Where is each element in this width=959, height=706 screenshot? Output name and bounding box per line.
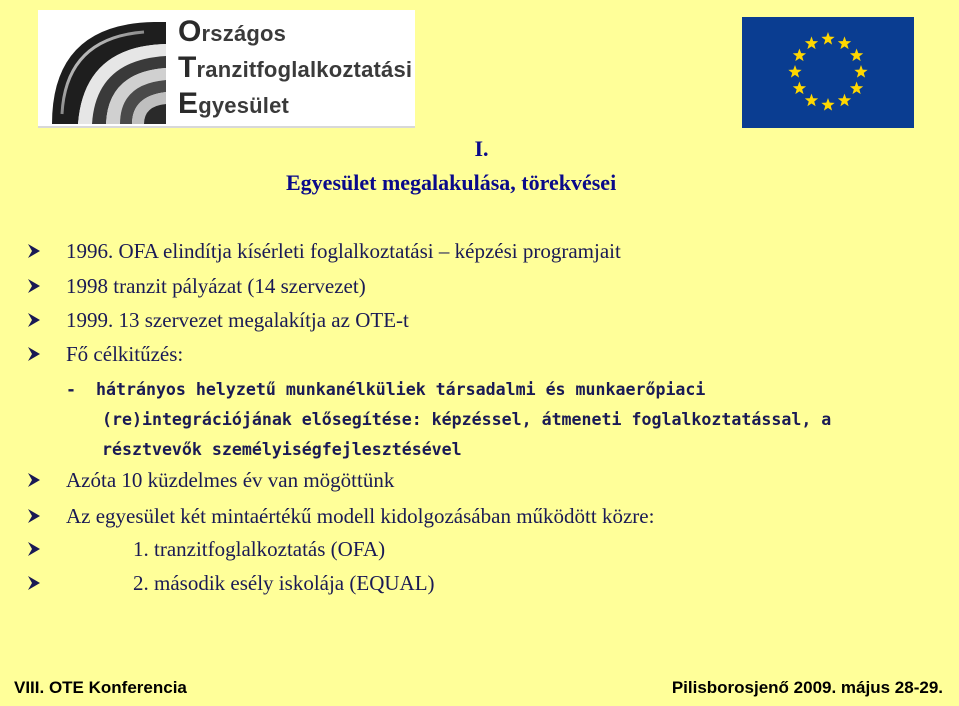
bullet-text: 1996. OFA elindítja kísérleti foglalkoztatási – képzési programjait — [66, 239, 621, 263]
arrow-bullet-icon — [26, 575, 42, 591]
bullet-text: Az egyesület két mintaértékű modell kidolgozásában működött közre: — [66, 504, 655, 528]
goal-text-1: hátrányos helyzetű munkanélküliek társadalmi és munkaerőpiaci — [96, 380, 706, 399]
slide-title: Egyesület megalakulása, törekvései — [286, 170, 617, 195]
goal-line-1 — [66, 375, 831, 405]
arrow-bullet-icon — [26, 312, 42, 328]
arrow-bullet-icon — [26, 278, 42, 294]
arrow-bullet-icon — [26, 243, 42, 259]
arrow-bullet-icon — [26, 508, 42, 524]
bullet-text: Azóta 10 küzdelmes év van mögöttünk — [66, 468, 395, 492]
dash-marker: - — [66, 380, 76, 399]
goal-line-3: résztvevők személyiségfejlesztésével — [102, 440, 462, 459]
logo-line-1 — [178, 14, 413, 50]
bullet-text: 2. második esély iskolája (EQUAL) — [133, 571, 435, 595]
logo-word-orszagos: rszágos — [201, 21, 287, 46]
arrow-bullet-icon — [26, 472, 42, 488]
logo-mark-icon — [44, 14, 174, 126]
bullet-text: 1. tranzitfoglalkoztatás (OFA) — [133, 537, 386, 561]
goal-description — [66, 375, 831, 465]
arrow-bullet-icon — [26, 346, 42, 362]
logo-line-3 — [178, 86, 413, 122]
logo-initial-e: E — [178, 87, 199, 120]
eu-flag-icon — [742, 17, 914, 128]
section-number — [0, 136, 959, 162]
goal-line-2: (re)integrációjának elősegítése: képzéssel, átmeneti foglalkoztatással, a — [102, 410, 832, 429]
bullet-text: 1999. 13 szervezet megalakítja az OTE-t — [66, 308, 409, 332]
slide-footer — [0, 674, 959, 706]
bullet-text: 1998 tranzit pályázat (14 szervezet) — [66, 274, 366, 298]
section-number-text: I. — [474, 136, 489, 161]
logo-initial-t: T — [178, 51, 197, 84]
footer-conference: VIII. OTE Konferencia — [14, 678, 187, 697]
logo-word-egyesulet: gyesület — [198, 93, 290, 118]
logo-word-tranzit: ranzitfoglalkoztatási — [196, 57, 413, 82]
logo-line-2 — [178, 50, 413, 86]
logo-text — [178, 14, 413, 122]
logo-initial-o: O — [178, 15, 202, 48]
arrow-bullet-icon — [26, 541, 42, 557]
organization-logo — [38, 10, 415, 128]
footer-location-date: Pilisborosjenő 2009. május 28-29. — [671, 678, 943, 697]
bullet-text: Fő célkitűzés: — [66, 342, 184, 366]
